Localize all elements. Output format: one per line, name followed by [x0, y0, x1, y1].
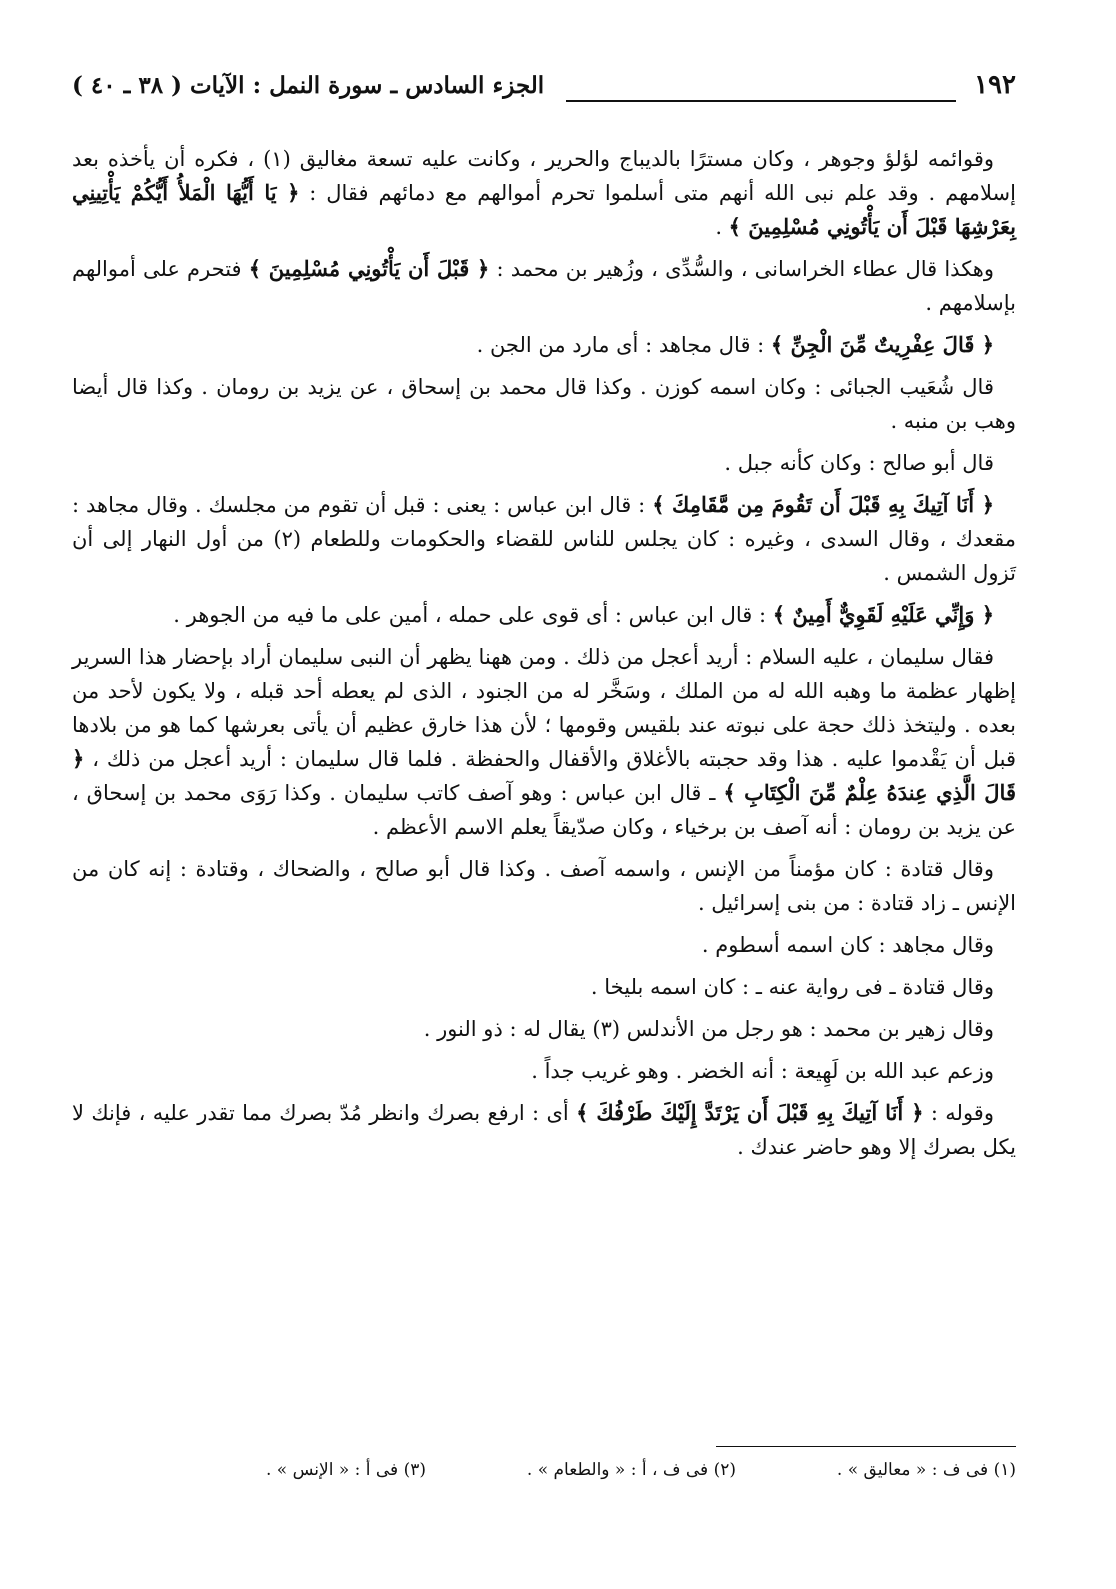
paragraph [72, 1096, 1016, 1164]
paragraph [72, 328, 1016, 362]
paragraph-text: فتحرم على أموالهم بإسلامهم . [72, 257, 1016, 315]
paragraph-text: وقال قتادة ـ فى رواية عنه ـ : كان اسمه بليخا . [590, 975, 994, 999]
footnote-3: (٣) فى أ : « الإنس » . [265, 1460, 426, 1480]
paragraph-text: ـ قال ابن عباس : وهو آصف كاتب سليمان . وكذا رَوَى محمد بن إسحاق ، عن يزيد بن رومان : أنه آصف بن برخياء ، وكان صدّيقاً يعلم الاسم الأعظم . [72, 781, 1016, 839]
paragraph [72, 252, 1016, 320]
paragraph-text: وهكذا قال عطاء الخراسانى ، والسُّدِّى ، وزُهير بن محمد : [489, 257, 995, 281]
paragraph [72, 928, 1016, 962]
paragraph-text: قال شُعَيب الجبائى : وكان اسمه كوزن . وكذا قال محمد بن إسحاق ، عن يزيد بن رومان . وكذا قال أيضا وهب بن منبه . [72, 375, 1016, 433]
paragraph-text: وقوله : [923, 1101, 994, 1125]
running-title: الجزء السادس ـ سورة النمل : الآيات ( ٣٨ ـ ٤٠ ) [72, 72, 545, 99]
footnote-2: (٢) فى ف ، أ : « والطعام » . [526, 1460, 736, 1480]
body-text [72, 142, 1016, 1172]
paragraph-text: فقال سليمان ، عليه السلام : أريد أعجل من ذلك . ومن ههنا يظهر أن النبى سليمان أراد بإحضار هذا السرير إظهار عظمة ما وهبه الله له من الملك ، وسَخَّر له من الجنود ، الذى لم يعطه أحد قبله ، ولا يكون لأحد من بعده . وليتخذ ذلك حجة على نبوته عند بلقيس وقومها ؛ لأن هذا خارق عظيم أن يأتى بعرشها كما هو من بلادها قبل أن يَقْدموا عليه . هذا وقد حجبته بالأغلاق والأقفال والحفظة . فلما قال سليمان : أريد أعجل من ذلك ، [72, 645, 1016, 771]
paragraph [72, 370, 1016, 438]
header-rule [566, 100, 956, 102]
paragraph [72, 142, 1016, 244]
paragraph-text: قال أبو صالح : وكان كأنه جبل . [724, 451, 994, 475]
paragraph-text: وقال قتادة : كان مؤمناً من الإنس ، واسمه آصف . وكذا قال أبو صالح ، والضحاك ، وقتادة : إنه كان من الإنس ـ زاد قتادة : من بنى إسرائيل . [72, 857, 1016, 915]
paragraph [72, 446, 1016, 480]
paragraph-text: وقال زهير بن محمد : هو رجل من الأندلس (٣) يقال له : ذو النور . [423, 1017, 994, 1041]
paragraph [72, 488, 1016, 590]
quran-quote: ﴿ أَنَا آتِيكَ بِهِ قَبْلَ أَن يَرْتَدَّ إِلَيْكَ طَرْفُكَ ﴾ [576, 1100, 924, 1125]
paragraph [72, 852, 1016, 920]
paragraph-text: . [715, 215, 729, 239]
paragraph [72, 598, 1016, 632]
quran-quote: ﴿ يَا أَيُّهَا الْمَلأُ أَيُّكُمْ يَأْتِينِي بِعَرْشِهَا قَبْلَ أَن يَأْتُونِي مُسْلِمِينَ ﴾ [72, 180, 1016, 239]
page-header [72, 70, 1016, 114]
quran-quote: ﴿ قَالَ عِفْرِيتٌ مِّنَ الْجِنِّ ﴾ [770, 332, 994, 357]
quran-quote: ﴿ وَإِنِّي عَلَيْهِ لَقَوِيٌّ أَمِينٌ ﴾ [772, 602, 994, 627]
quran-quote: ﴿ قَبْلَ أَن يَأْتُونِي مُسْلِمِينَ ﴾ [248, 256, 490, 281]
paragraph [72, 640, 1016, 844]
paragraph-text: أى : ارفع بصرك وانظر مُدّ بصرك مما تقدر عليه ، فإنك لا يكل بصرك إلا وهو حاضر عندك . [72, 1101, 1016, 1159]
paragraph-text: وقال مجاهد : كان اسمه أسطوم . [701, 933, 994, 957]
paragraph-text: وزعم عبد الله بن لَهِيعة : أنه الخضر . وهو غريب جداً . [531, 1059, 994, 1083]
paragraph-text: : قال مجاهد : أى مارد من الجن . [476, 333, 771, 357]
paragraph-text: : قال ابن عباس : أى قوى على حمله ، أمين على ما فيه من الجوهر . [173, 603, 773, 627]
page-number: ١٩٢ [974, 70, 1016, 100]
paragraph-text: وقوائمه لؤلؤ وجوهر ، وكان مسترًا بالديباج والحرير ، وكانت عليه تسعة مغاليق (١) ، فكره أن يأخذه بعد إسلامهم . وقد علم نبى الله أنهم متى أسلموا تحرم أموالهم مع دمائهم فقال : [72, 147, 1016, 205]
paragraph [72, 970, 1016, 1004]
footnote-rule [716, 1446, 1016, 1447]
quran-quote: ﴿ أَنَا آتِيكَ بِهِ قَبْلَ أَن تَقُومَ مِن مَّقَامِكَ ﴾ [652, 492, 994, 517]
footnotes [186, 1460, 1016, 1486]
paragraph [72, 1054, 1016, 1088]
paragraph [72, 1012, 1016, 1046]
book-page [72, 70, 1016, 1550]
quran-quote: ﴿ قَالَ الَّذِي عِندَهُ عِلْمٌ مِّنَ الْكِتَابِ ﴾ [72, 746, 1016, 805]
paragraph-text: : قال ابن عباس : يعنى : قبل أن تقوم من مجلسك . وقال مجاهد : مقعدك ، وقال السدى ، وغيره : كان يجلس للناس للقضاء والحكومات وللطعام (٢) من أول النهار إلى أن تَزول الشمس . [72, 493, 1016, 585]
footnote-1: (١) فى ف : « معاليق » . [836, 1460, 1016, 1480]
